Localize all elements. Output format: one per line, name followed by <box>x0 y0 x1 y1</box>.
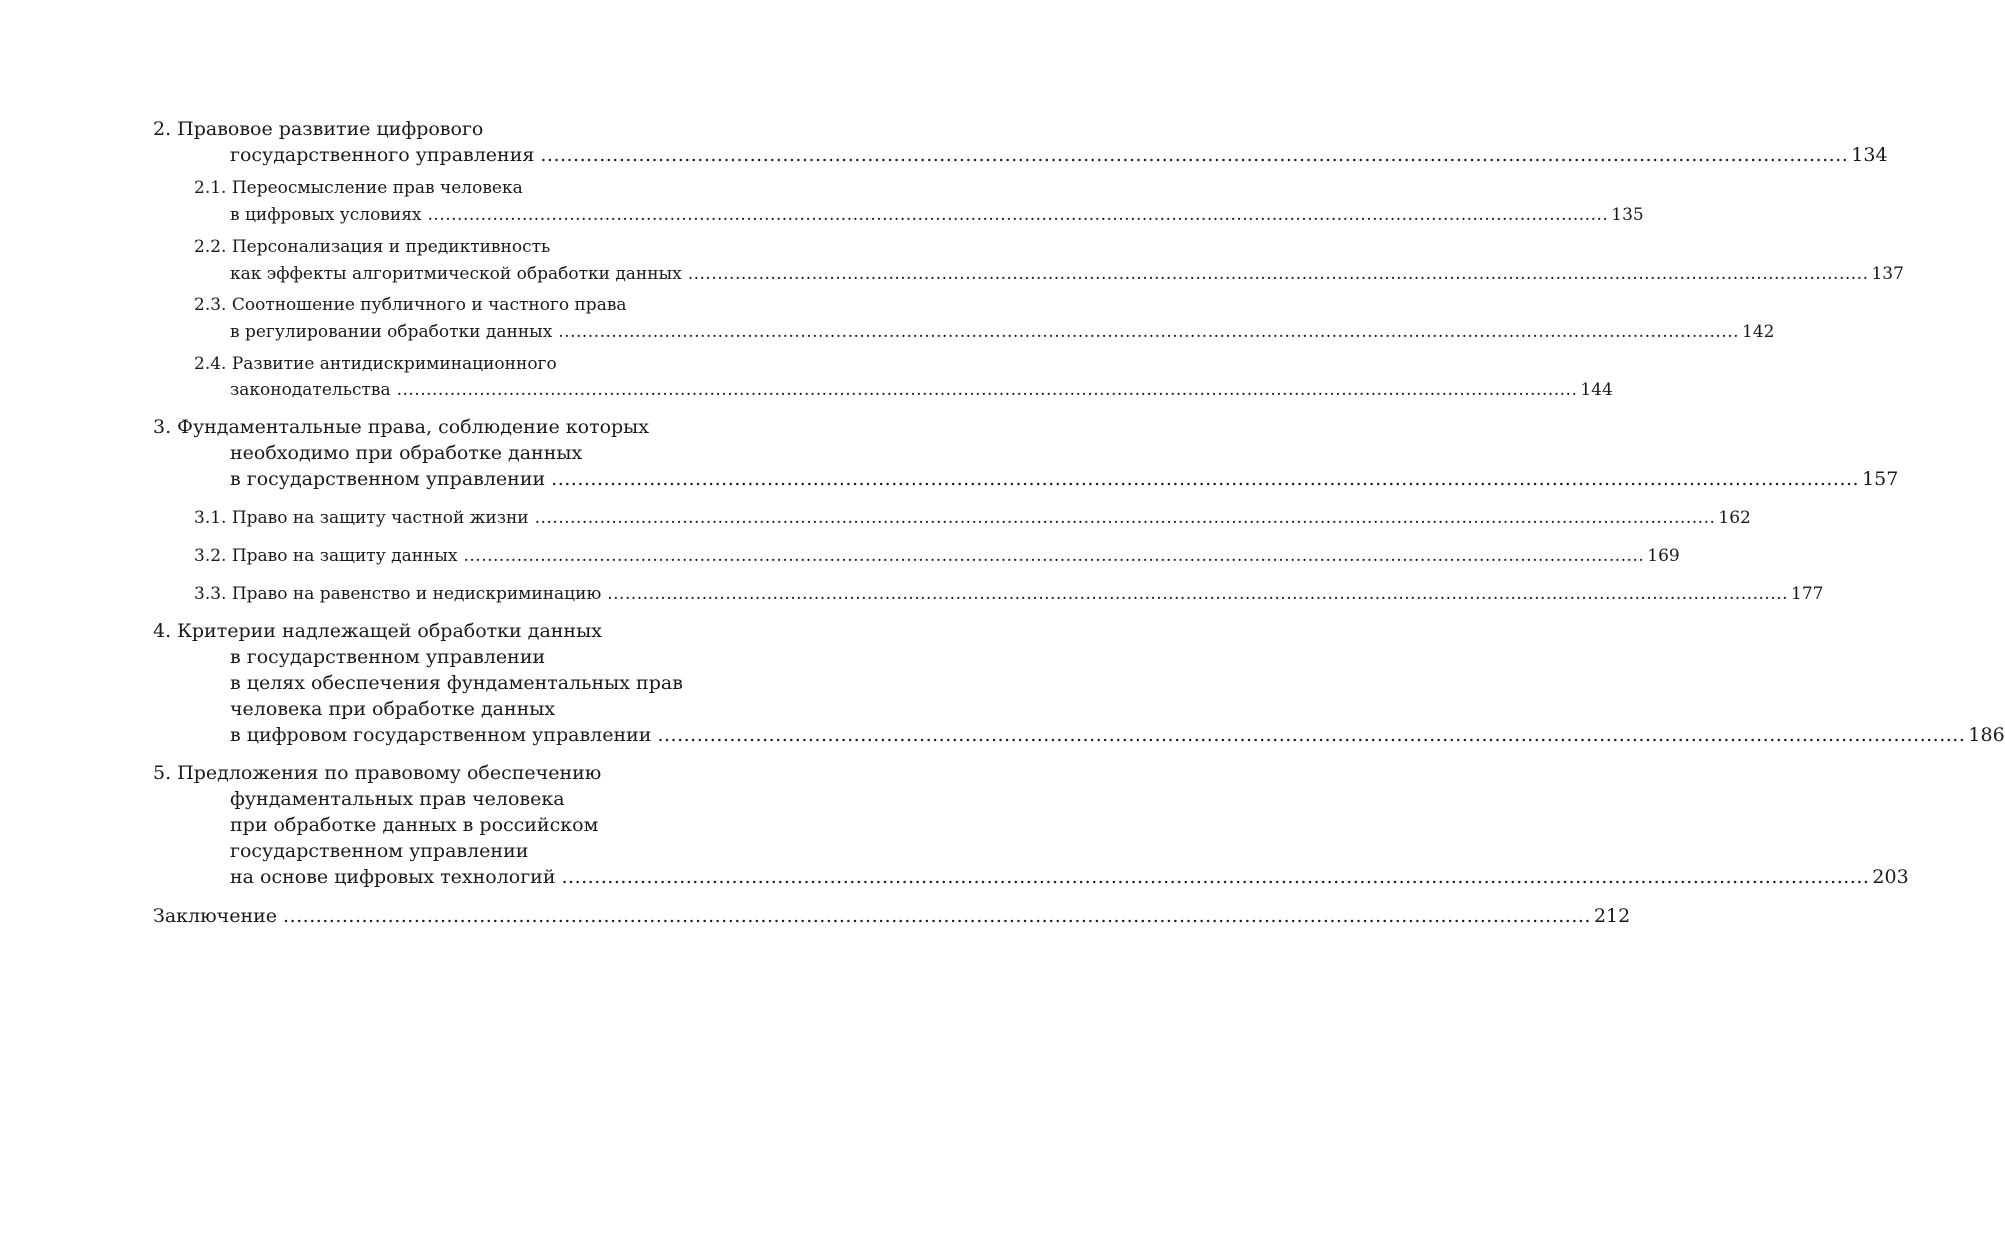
toc-entry-title-line: 5. Предложения по правовому обеспечению <box>153 762 602 784</box>
toc-entry-title-line: в целях обеспечения фундаментальных прав <box>230 672 683 694</box>
toc-page-number: 162 <box>1718 508 1751 528</box>
toc-entry-title-line: необходимо при обработке данных <box>230 442 583 464</box>
toc-entry-title-line: Заключение <box>153 905 278 927</box>
toc-entry-last-line <box>230 380 1613 400</box>
dot-leader: ........................................................................................................................................................................................................ <box>396 380 1578 400</box>
toc-entry-title-line: 4. Критерии надлежащей обработки данных <box>153 620 602 642</box>
toc-page-number: 212 <box>1593 905 1631 927</box>
toc-entry-last-line <box>194 546 1680 566</box>
toc-entry-last-line <box>230 866 1909 888</box>
toc-entry-title-line: 3.3. Право на равенство и недискриминацию <box>194 584 602 604</box>
dot-leader: ........................................................................................................................................................................................................ <box>283 905 1591 927</box>
toc-entry-title-line: в цифровом государственном управлении <box>230 724 652 746</box>
toc-entry-last-line <box>194 508 1751 528</box>
toc-entry-title-line: 2. Правовое развитие цифрового <box>153 118 484 140</box>
dot-leader: ........................................................................................................................................................................................................ <box>607 584 1789 604</box>
toc-page-number: 135 <box>1611 205 1644 225</box>
toc-entry-title-line: 3.2. Право на защиту данных <box>194 546 458 566</box>
toc-entry-title-line: государственного управления <box>230 144 535 166</box>
toc-entry-last-line <box>230 205 1644 225</box>
toc-entry-last-line <box>230 322 1775 342</box>
dot-leader: ........................................................................................................................................................................................................ <box>561 866 1870 888</box>
toc-entry-title-line: человека при обработке данных <box>230 698 556 720</box>
dot-leader: ........................................................................................................................................................................................................ <box>463 546 1645 566</box>
toc-entry-title-line: 2.1. Переосмысление прав человека <box>194 178 523 198</box>
toc-entry-title-line: как эффекты алгоритмической обработки данных <box>230 264 682 284</box>
toc-page-number: 169 <box>1647 546 1680 566</box>
toc-entry-last-line <box>230 264 1904 284</box>
toc-page-number: 157 <box>1862 468 1899 490</box>
dot-leader: ........................................................................................................................................................................................................ <box>534 508 1716 528</box>
toc-entry-title-line: 2.3. Соотношение публичного и частного права <box>194 295 627 315</box>
toc-entry-last-line <box>230 144 1888 166</box>
dot-leader: ........................................................................................................................................................................................................ <box>558 322 1740 342</box>
dot-leader: ........................................................................................................................................................................................................ <box>540 144 1849 166</box>
toc-page-number: 177 <box>1791 584 1824 604</box>
toc-page-number: 186 <box>1968 724 2005 746</box>
dot-leader: ........................................................................................................................................................................................................ <box>551 468 1860 490</box>
toc-entry-title-line: в государственном управлении <box>230 646 546 668</box>
toc-entry-last-line <box>194 584 1824 604</box>
toc-page-number: 137 <box>1871 264 1904 284</box>
toc-entry-title-line: в цифровых условиях <box>230 205 422 225</box>
toc-entry-title-line: 3. Фундаментальные права, соблюдение которых <box>153 416 650 438</box>
toc-page-number: 142 <box>1742 322 1775 342</box>
toc-entry-title-line: в государственном управлении <box>230 468 546 490</box>
toc-entry-last-line <box>230 468 1899 490</box>
toc-entry-title-line: на основе цифровых технологий <box>230 866 556 888</box>
toc-page-number: 134 <box>1851 144 1888 166</box>
toc-entry-title-line: при обработке данных в российском <box>230 814 599 836</box>
toc-entry-title-line: 2.4. Развитие антидискриминационного <box>194 354 557 374</box>
toc-entry-title-line: в регулировании обработки данных <box>230 322 553 342</box>
toc-page-number: 144 <box>1580 380 1613 400</box>
toc-entry-title-line: фундаментальных прав человека <box>230 788 565 810</box>
dot-leader: ........................................................................................................................................................................................................ <box>687 264 1869 284</box>
toc-entry-title-line: 2.2. Персонализация и предиктивность <box>194 237 551 257</box>
dot-leader: ........................................................................................................................................................................................................ <box>427 205 1609 225</box>
toc-entry-title-line: законодательства <box>230 380 391 400</box>
dot-leader: ........................................................................................................................................................................................................ <box>657 724 1966 746</box>
toc-entry-last-line <box>153 905 1631 927</box>
toc-entry-last-line <box>230 724 2005 746</box>
toc-page-number: 203 <box>1872 866 1909 888</box>
toc-entry-title-line: государственном управлении <box>230 840 529 862</box>
toc-entry-title-line: 3.1. Право на защиту частной жизни <box>194 508 529 528</box>
